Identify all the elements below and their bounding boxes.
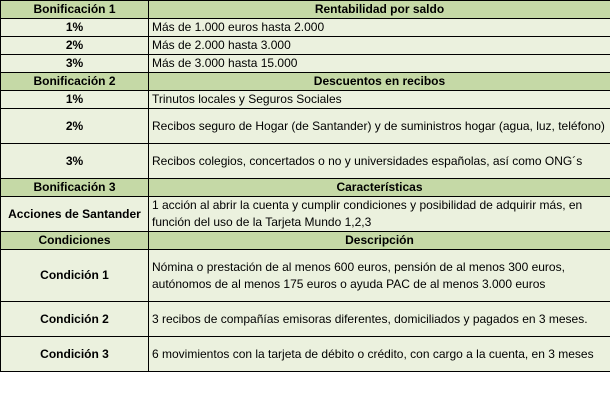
row-description: 3 recibos de compañías emisoras diferentes, domiciliados y pagados en 3 meses. (149, 302, 610, 337)
header-title: Descuentos en recibos (149, 73, 610, 91)
row-label: Condición 1 (1, 250, 149, 302)
header-title: Características (149, 179, 610, 197)
header-label: Bonificación 3 (1, 179, 149, 197)
table-row (1, 250, 610, 302)
table-row (1, 19, 610, 37)
row-description: Más de 1.000 euros hasta 2.000 (149, 19, 610, 37)
row-description: Recibos seguro de Hogar (de Santander) y de suministros hogar (agua, luz, teléfono) (149, 109, 610, 144)
header-label: Bonificación 2 (1, 73, 149, 91)
row-label: Condición 2 (1, 302, 149, 337)
header-label: Bonificación 1 (1, 1, 149, 19)
table-row (1, 37, 610, 55)
table-row (1, 144, 610, 179)
header-title: Descripción (149, 232, 610, 250)
row-label: 1% (1, 19, 149, 37)
row-description: Nómina o prestación de al menos 600 euros, pensión de al menos 300 euros, autónomos de al menos 175 euros o ayuda PAC de al menos 3.000 euros (149, 250, 610, 302)
table-row (1, 91, 610, 109)
table-row (1, 302, 610, 337)
section-header-condiciones (1, 232, 610, 250)
row-description: Trinutos locales y Seguros Sociales (149, 91, 610, 109)
row-label: 1% (1, 91, 149, 109)
section-header-bonificacion-2 (1, 73, 610, 91)
header-title: Rentabilidad por saldo (149, 1, 610, 19)
row-label: 3% (1, 144, 149, 179)
row-description: Recibos colegios, concertados o no y universidades españolas, así como ONG´s (149, 144, 610, 179)
header-label: Condiciones (1, 232, 149, 250)
row-label: Acciones de Santander (1, 197, 149, 232)
table-row (1, 109, 610, 144)
row-label: Condición 3 (1, 337, 149, 372)
row-description: 1 acción al abrir la cuenta y cumplir condiciones y posibilidad de adquirir más, en función del uso de la Tarjeta Mundo 1,2,3 (149, 197, 610, 232)
row-label: 3% (1, 55, 149, 73)
table-row (1, 197, 610, 232)
section-header-bonificacion-3 (1, 179, 610, 197)
row-label: 2% (1, 109, 149, 144)
row-description: 6 movimientos con la tarjeta de débito o crédito, con cargo a la cuenta, en 3 meses (149, 337, 610, 372)
row-description: Más de 2.000 hasta 3.000 (149, 37, 610, 55)
section-header-bonificacion-1 (1, 1, 610, 19)
table-row (1, 55, 610, 73)
row-label: 2% (1, 37, 149, 55)
table-row (1, 337, 610, 372)
row-description: Más de 3.000 hasta 15.000 (149, 55, 610, 73)
